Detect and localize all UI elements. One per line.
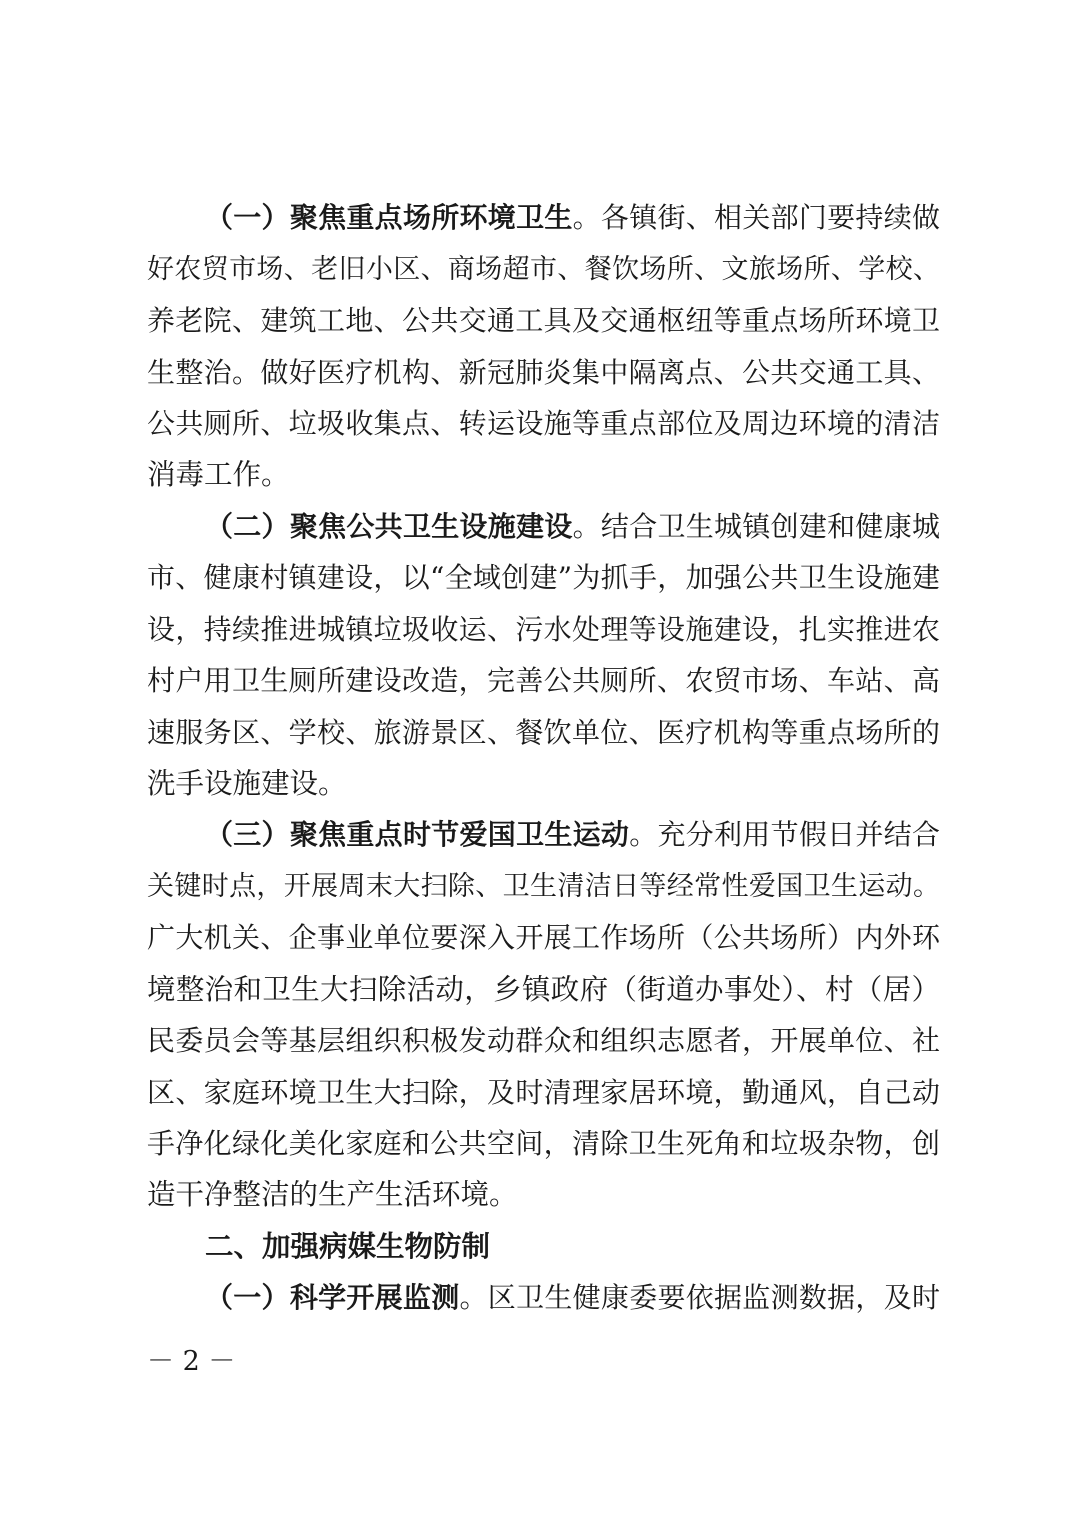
paragraph-2-line-5: 速服务区、学校、旅游景区、餐饮单位、医疗机构等重点场所的 bbox=[147, 716, 940, 749]
paragraph-3-line-5: 民委员会等基层组织积极发动群众和组织志愿者，开展单位、社 bbox=[147, 1024, 940, 1057]
paragraph-2-line-2: 市、健康村镇建设，以“全域创建”为抓手，加强公共卫生设施建 bbox=[147, 561, 940, 594]
paragraph-3-line-3: 广大机关、企事业单位要深入开展工作场所（公共场所）内外环 bbox=[147, 921, 940, 954]
paragraph-3-line-6: 区、家庭环境卫生大扫除，及时清理家居环境，勤通风，自己动 bbox=[147, 1076, 940, 1109]
paragraph-2-line-1 bbox=[205, 507, 940, 547]
paragraph-3-line-1-rest: 。充分利用节假日并结合 bbox=[629, 818, 940, 851]
paragraph-3-line-8: 造干净整洁的生产生活环境。 bbox=[147, 1178, 518, 1211]
paragraph-2-line-1-rest: 。结合卫生城镇创建和健康城 bbox=[572, 510, 940, 543]
section-2-paragraph-1-bold-lead: （一）科学开展监测 bbox=[205, 1281, 460, 1314]
section-2-heading: 二、加强病媒生物防制 bbox=[205, 1230, 491, 1263]
paragraph-1-line-5: 公共厕所、垃圾收集点、转运设施等重点部位及周边环境的清洁 bbox=[147, 407, 940, 440]
paragraph-2-bold-lead: （二）聚焦公共卫生设施建设 bbox=[205, 510, 573, 543]
paragraph-2-line-3: 设，持续推进城镇垃圾收运、污水处理等设施建设，扎实推进农 bbox=[147, 613, 940, 646]
paragraph-1-line-3: 养老院、建筑工地、公共交通工具及交通枢纽等重点场所环境卫 bbox=[147, 304, 940, 337]
paragraph-3-line-1 bbox=[205, 815, 940, 855]
paragraph-1-line-1-rest: 。各镇街、相关部门要持续做 bbox=[572, 201, 940, 234]
paragraph-2-line-4: 村户用卫生厕所建设改造，完善公共厕所、农贸市场、车站、高 bbox=[147, 664, 940, 697]
paragraph-3-line-7: 手净化绿化美化家庭和公共空间，清除卫生死角和垃圾杂物，创 bbox=[147, 1127, 940, 1160]
paragraph-1-bold-lead: （一）聚焦重点场所环境卫生 bbox=[205, 201, 573, 234]
paragraph-3-line-4: 境整治和卫生大扫除活动，乡镇政府（街道办事处）、村（居） bbox=[147, 973, 940, 1006]
paragraph-3-bold-lead: （三）聚焦重点时节爱国卫生运动 bbox=[205, 818, 630, 851]
paragraph-1-line-1 bbox=[205, 198, 940, 238]
paragraph-3-line-2: 关键时点，开展周末大扫除、卫生清洁日等经常性爱国卫生运动。 bbox=[147, 871, 940, 902]
paragraph-1-line-4: 生整治。做好医疗机构、新冠肺炎集中隔离点、公共交通工具、 bbox=[147, 356, 940, 389]
section-2-paragraph-1-line-1 bbox=[205, 1278, 940, 1318]
page-number: － 2 － bbox=[147, 1346, 236, 1377]
paragraph-1-line-6: 消毒工作。 bbox=[147, 458, 290, 491]
paragraph-2-line-6: 洗手设施建设。 bbox=[147, 767, 347, 800]
section-2-paragraph-1-line-1-rest: 。区卫生健康委要依据监测数据，及时 bbox=[459, 1281, 940, 1314]
paragraph-1-line-2: 好农贸市场、老旧小区、商场超市、餐饮场所、文旅场所、学校、 bbox=[147, 254, 940, 285]
